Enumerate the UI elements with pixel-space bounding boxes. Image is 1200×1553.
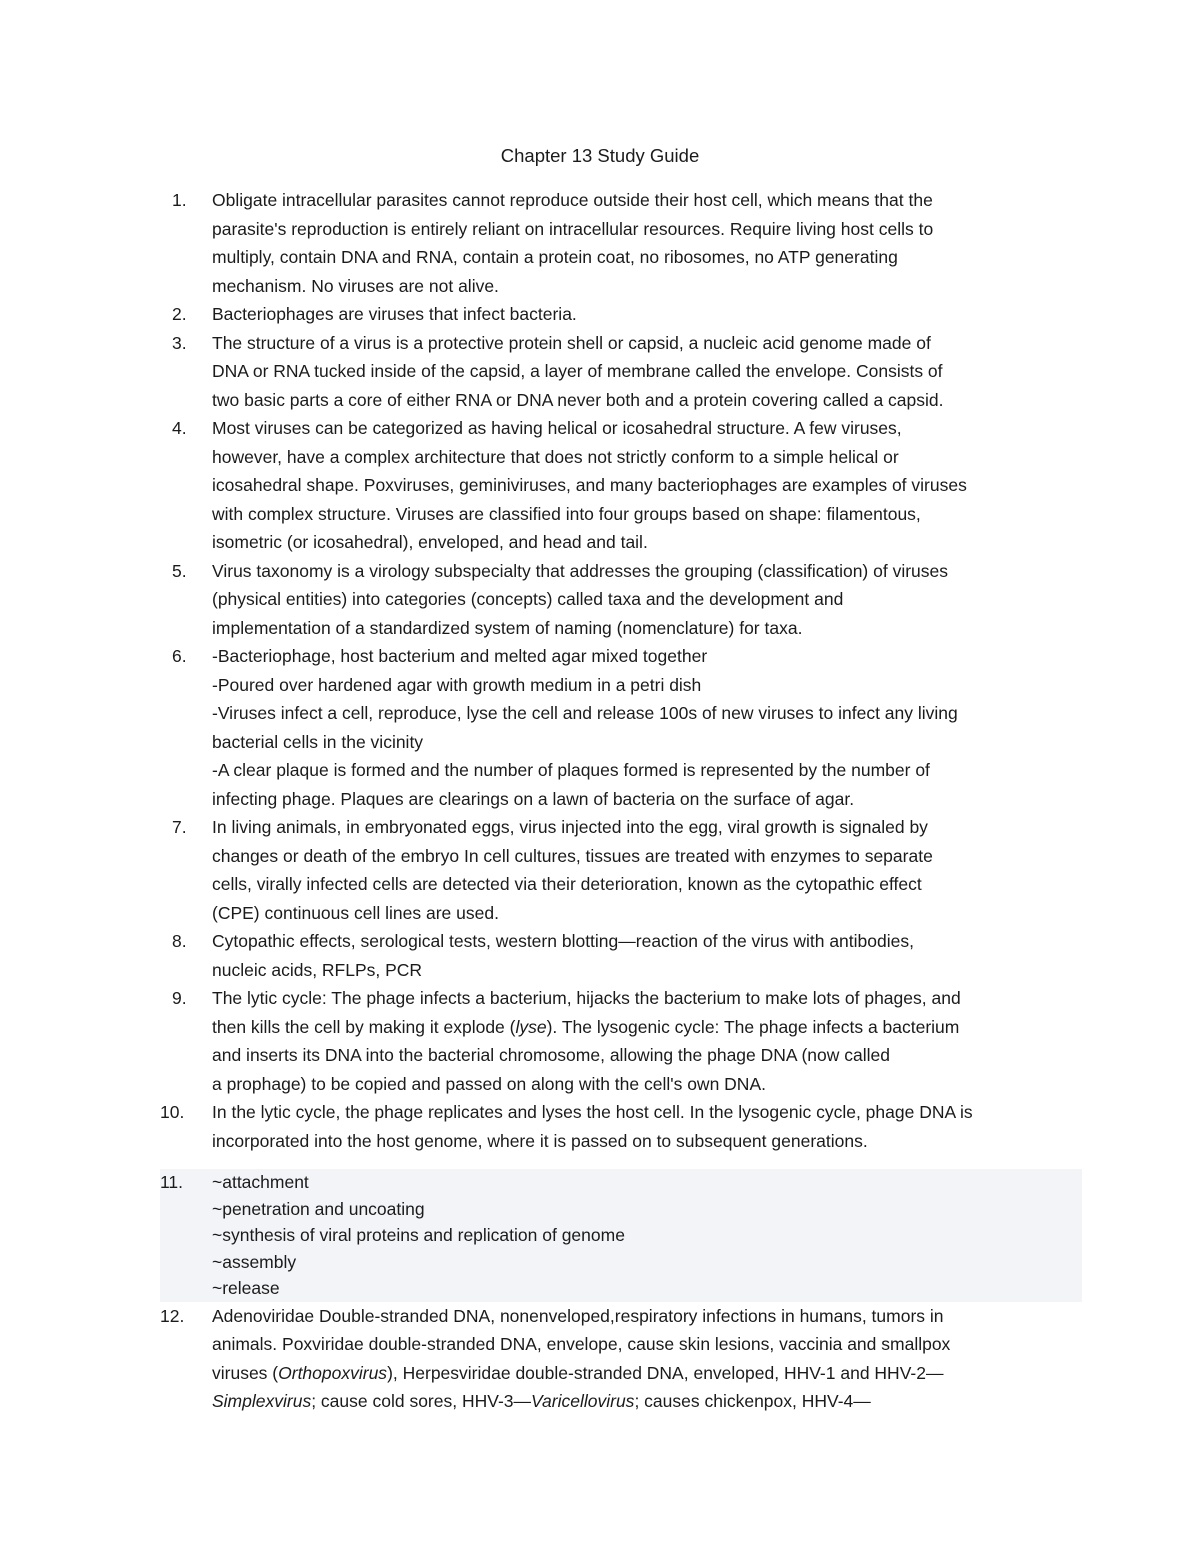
text-run: viruses (: [212, 1362, 279, 1383]
page-title: Chapter 13 Study Guide: [500, 145, 700, 166]
item-text-line: Cytopathic effects, serological tests, western blotting—reaction of the virus with antibodies,: [212, 931, 914, 951]
item-text-line: [212, 1013, 1070, 1042]
item-text-line: ~release: [212, 1278, 280, 1298]
text-run: ; causes chickenpox, HHV-4—: [634, 1391, 871, 1411]
item-text-line: icosahedral shape. Poxviruses, geminiviruses, and many bacteriophages are examples of viruses: [212, 475, 967, 495]
item-text-line: In living animals, in embryonated eggs, virus injected into the egg, viral growth is signaled by: [212, 817, 928, 837]
list-item: [160, 813, 1070, 927]
item-text-line: Virus taxonomy is a virology subspecialty that addresses the grouping (classification) of viruses: [212, 560, 948, 581]
item-text-line: two basic parts a core of either RNA or DNA never both and a protein covering called a capsid.: [212, 389, 944, 410]
item-text-line: ~assembly: [212, 1251, 297, 1272]
item-text-line: with complex structure. Viruses are classified into four groups based on shape: filamentous,: [212, 503, 921, 524]
item-text-line: bacterial cells in the vicinity: [212, 731, 424, 752]
item-text-line: nucleic acids, RFLPs, PCR: [212, 959, 423, 980]
list-item: [160, 329, 1070, 415]
item-text-line: In the lytic cycle, the phage replicates and lyses the host cell. In the lysogenic cycle, phage DNA is: [212, 1102, 973, 1122]
item-text-line: The lytic cycle: The phage infects a bacterium, hijacks the bacterium to make lots of phages, and: [212, 988, 961, 1008]
list-item: [160, 300, 1070, 329]
list-item: [160, 1098, 1070, 1155]
item-number: 1.: [172, 190, 187, 210]
item-number: 6.: [172, 646, 187, 666]
item-text-line: -A clear plaque is formed and the number of plaques formed is represented by the number of: [212, 760, 930, 780]
italic-term: Varicellovirus: [531, 1391, 635, 1411]
list-item: [160, 642, 1070, 813]
italic-term: Orthopoxvirus: [278, 1362, 388, 1383]
text-run: ), Herpesviridae double-stranded DNA, enveloped, HHV-1 and HHV-2—: [387, 1362, 944, 1383]
item-text-line: (CPE) continuous cell lines are used.: [212, 902, 499, 923]
item-number: 4.: [172, 418, 187, 438]
item-number: 11.: [160, 1172, 184, 1192]
question-list: [160, 186, 1070, 1416]
item-text-line: [212, 1387, 1070, 1416]
item-text-line: The structure of a virus is a protective protein shell or capsid, a nucleic acid genome made of: [212, 332, 931, 353]
item-text-line: however, have a complex architecture that does not strictly conform to a simple helical or: [212, 446, 899, 467]
item-text-line: changes or death of the embryo In cell cultures, tissues are treated with enzymes to separate: [212, 845, 933, 866]
item-text-line: and inserts its DNA into the bacterial chromosome, allowing the phage DNA (now called: [212, 1045, 890, 1065]
item-text-line: cells, virally infected cells are detected via their deterioration, known as the cytopathic effect: [212, 874, 922, 894]
list-item: [160, 927, 1070, 984]
list-item: [160, 186, 1070, 300]
item-text-line: -Viruses infect a cell, reproduce, lyse the cell and release 100s of new viruses to infect any living: [212, 703, 958, 723]
item-number: 5.: [172, 560, 187, 581]
item-number: 8.: [172, 931, 187, 951]
item-text-line: ~synthesis of viral proteins and replication of genome: [212, 1225, 625, 1245]
item-text-line: implementation of a standardized system of naming (nomenclature) for taxa.: [212, 617, 803, 638]
list-item: [160, 1169, 1082, 1302]
item-text-line: Obligate intracellular parasites cannot reproduce outside their host cell, which means that the: [212, 190, 933, 210]
item-text-line: -Poured over hardened agar with growth medium in a petri dish: [212, 674, 702, 695]
item-text-line: Most viruses can be categorized as having helical or icosahedral structure. A few viruses,: [212, 418, 902, 438]
item-text-line: mechanism. No viruses are not alive.: [212, 275, 499, 296]
italic-term: Simplexvirus: [212, 1391, 312, 1411]
italic-term: lyse: [515, 1016, 547, 1037]
item-text-line: Adenoviridae Double-stranded DNA, nonenveloped,respiratory infections in humans, tumors in: [212, 1305, 944, 1326]
item-text-line: (physical entities) into categories (concepts) called taxa and the development and: [212, 589, 844, 609]
item-text-line: infecting phage. Plaques are clearings on a lawn of bacteria on the surface of agar.: [212, 788, 855, 809]
item-number: 3.: [172, 332, 187, 353]
item-text-line: animals. Poxviridae double-stranded DNA, envelope, cause skin lesions, vaccinia and smallpox: [212, 1334, 951, 1354]
item-text-line: isometric (or icosahedral), enveloped, and head and tail.: [212, 532, 648, 552]
item-text-line: DNA or RNA tucked inside of the capsid, a layer of membrane called the envelope. Consists of: [212, 361, 943, 381]
item-text-line: [212, 1359, 1070, 1388]
text-run: ; cause cold sores, HHV-3—: [311, 1391, 532, 1411]
item-text-line: -Bacteriophage, host bacterium and melted agar mixed together: [212, 646, 708, 666]
item-text-line: a prophage) to be copied and passed on along with the cell's own DNA.: [212, 1073, 766, 1094]
item-text-line: parasite's reproduction is entirely reliant on intracellular resources. Require living host cells to: [212, 218, 934, 239]
item-number: 9.: [172, 988, 187, 1008]
list-item: [160, 557, 1070, 643]
item-number: 7.: [172, 817, 187, 837]
item-text-line: ~attachment: [212, 1172, 309, 1192]
text-run: then kills the cell by making it explode (: [212, 1016, 516, 1037]
item-text-line: Bacteriophages are viruses that infect bacteria.: [212, 304, 577, 324]
list-item: [160, 1302, 1070, 1416]
item-text-line: ~penetration and uncoating: [212, 1198, 425, 1219]
item-number: 10.: [160, 1102, 185, 1122]
list-item: [160, 414, 1070, 557]
text-run: ). The lysogenic cycle: The phage infects a bacterium: [546, 1016, 960, 1037]
list-item: [160, 984, 1070, 1098]
item-text-line: incorporated into the host genome, where it is passed on to subsequent generations.: [212, 1130, 868, 1151]
item-number: 2.: [172, 304, 187, 324]
item-number: 12.: [160, 1305, 185, 1326]
item-text-line: multiply, contain DNA and RNA, contain a protein coat, no ribosomes, no ATP generating: [212, 247, 898, 267]
